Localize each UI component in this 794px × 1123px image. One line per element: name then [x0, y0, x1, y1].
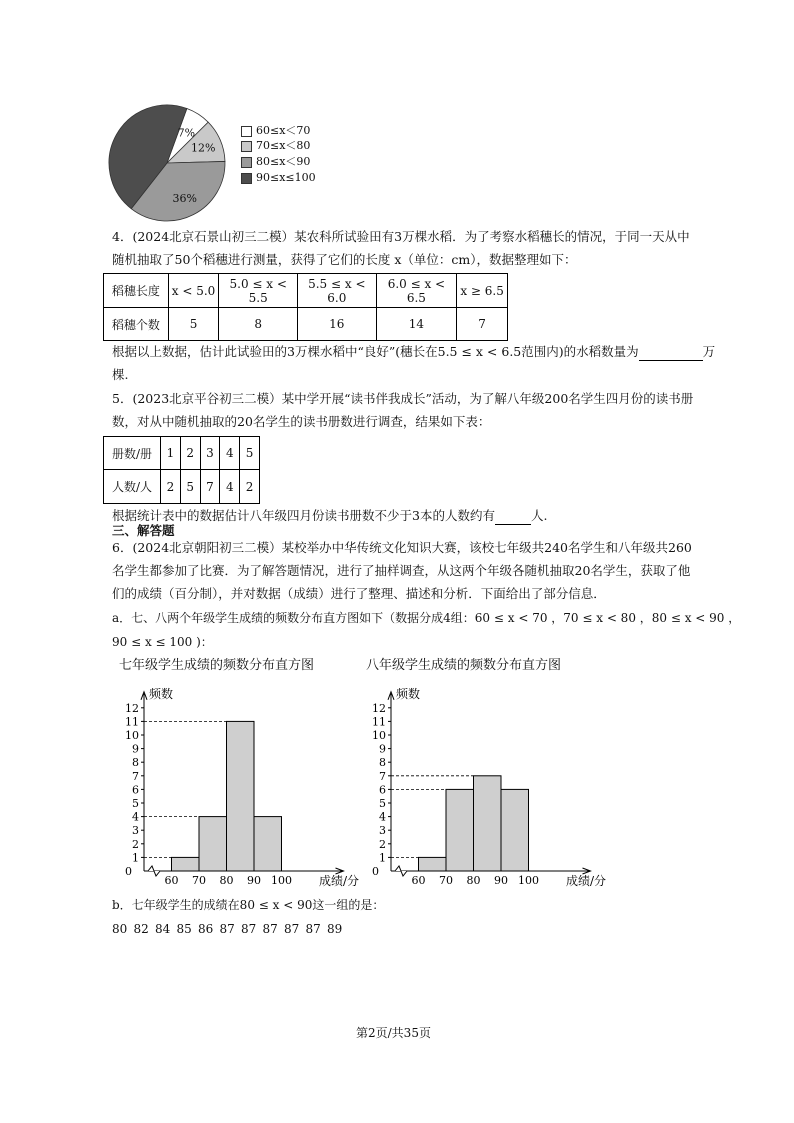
- y-tick-label: 9: [379, 742, 386, 756]
- score-value: 89: [327, 922, 343, 936]
- table-cell: 5: [240, 437, 260, 470]
- chart-title-grade8: 八年级学生成绩的频数分布直方图: [366, 658, 562, 673]
- table-cell: 册数/册: [104, 437, 161, 470]
- x-tick-label: 70: [192, 874, 206, 887]
- y-tick-label: 5: [379, 797, 386, 810]
- table-cell: 2: [161, 470, 181, 504]
- x-tick-label: 60: [411, 874, 426, 887]
- x-tick-label: 60: [164, 874, 179, 887]
- q4-line3: 根据以上数据，估计此试验田的3万棵水稻中“良好”(穗长在5.5 ≤ x < 6.5范围内)的水稻数量为 万: [112, 344, 716, 359]
- y-tick-label: 0: [372, 865, 379, 878]
- answer-blank: [639, 344, 703, 361]
- y-tick-label: 11: [372, 715, 386, 729]
- q5-table: [103, 436, 260, 504]
- table-cell: 人数/人: [104, 470, 161, 504]
- table-cell: 5: [168, 308, 219, 341]
- table-cell: 3: [200, 437, 220, 470]
- histogram-bar: [254, 817, 282, 871]
- y-tick-label: 12: [125, 701, 139, 715]
- pie-slice-label: 12%: [191, 141, 216, 155]
- score-value: 87: [305, 922, 321, 936]
- table-cell: 2: [180, 437, 200, 470]
- score-value: 86: [198, 922, 214, 936]
- x-tick-label: 70: [439, 874, 453, 887]
- q6-line-a2: 90 ≤ x ≤ 100 )：: [112, 635, 213, 649]
- q6-line3: 们的成绩（百分制），并对数据（成绩）进行了整理、描述和分析．下面给出了部分信息．: [112, 586, 606, 601]
- score-value: 87: [219, 922, 235, 936]
- y-tick-label: 12: [372, 701, 386, 715]
- chart-title-grade7: 七年级学生成绩的频数分布直方图: [119, 658, 315, 673]
- y-tick-label: 3: [379, 824, 386, 838]
- table-cell: 稻穗个数: [104, 308, 169, 341]
- q6-line-a: a．七、八两个年级学生成绩的频数分布直方图如下（数据分成4组：60 ≤ x < 70 ，70 ≤ x < 80 ，80 ≤ x < 90 ，: [112, 611, 741, 625]
- q5-line3: 根据统计表中的数据估计八年级四月份读书册数不少于3本的人数约有 人.: [112, 508, 548, 523]
- score-value: 87: [241, 922, 257, 936]
- answer-blank: [495, 508, 531, 525]
- y-axis-label: 频数: [149, 686, 174, 701]
- x-tick-label: 100: [518, 874, 539, 887]
- y-tick-label: 6: [379, 783, 386, 797]
- histogram-bar: [446, 789, 474, 871]
- legend-item: 90≤x≤100: [241, 171, 316, 185]
- score-value: 80: [112, 922, 128, 936]
- table-cell: 8: [219, 308, 298, 341]
- q4-line2: 随机抽取了50个稻穗进行测量，获得了它们的长度 x（单位：cm），数据整理如下：: [112, 252, 577, 267]
- score-value: 87: [262, 922, 278, 936]
- table-cell: 7: [200, 470, 220, 504]
- q6-line1: 6．(2024北京朝阳初三二模）某校举办中华传统文化知识大赛，该校七年级共240名学生和八年级共260: [112, 540, 692, 555]
- table-cell: 5: [180, 470, 200, 504]
- x-tick-label: 90: [247, 874, 261, 887]
- q6-line-b: b．七年级学生的成绩在80 ≤ x < 90这一组的是：: [112, 898, 385, 912]
- q5-line1: 5．(2023北京平谷初三二模）某中学开展“读书伴我成长”活动，为了解八年级200名学生四月份的读书册: [112, 391, 694, 406]
- page-footer: 第2页/共35页: [356, 1026, 431, 1040]
- y-tick-label: 8: [379, 756, 386, 770]
- q6-line2: 名学生都参加了比赛．为了解答题情况，进行了抽样调查，从这两个年级各随机抽取20名学生，获取了他: [112, 563, 691, 578]
- pie-slice-label: 36%: [172, 192, 197, 206]
- table-cell: x < 5.0: [168, 274, 219, 308]
- legend-item: 70≤x＜80: [241, 139, 310, 153]
- y-tick-label: 11: [125, 715, 139, 729]
- y-tick-label: 5: [132, 797, 139, 810]
- legend-item: 60≤x＜70: [241, 124, 310, 138]
- pie-slice-label: 7%: [177, 126, 196, 140]
- y-tick-label: 2: [132, 837, 139, 851]
- q4-line1: 4．(2024北京石景山初三二模）某农科所试验田有3万棵水稻．为了考察水稻穗长的情况，于同一天从中: [112, 229, 690, 244]
- x-tick-label: 90: [494, 874, 508, 887]
- table-cell: 7: [457, 308, 508, 341]
- score-value: 85: [176, 922, 192, 936]
- q4-line4: 棵.: [112, 367, 129, 382]
- table-cell: 4: [220, 470, 240, 504]
- histogram-bar: [172, 857, 200, 871]
- section-heading: 三、解答题: [112, 523, 175, 538]
- score-value: 84: [155, 922, 171, 936]
- y-tick-label: 1: [379, 851, 386, 865]
- x-axis-label: 成绩/分: [566, 874, 607, 888]
- y-tick-label: 10: [125, 729, 139, 742]
- q4-table: [103, 273, 508, 341]
- table-cell: 稻穗长度: [104, 274, 169, 308]
- y-tick-label: 1: [132, 851, 139, 865]
- table-cell: 14: [376, 308, 457, 341]
- histogram-grade7: [108, 680, 360, 892]
- y-tick-label: 3: [132, 824, 139, 838]
- histogram-bar: [501, 789, 529, 871]
- pie-chart: [108, 110, 228, 220]
- x-tick-label: 80: [219, 874, 234, 887]
- score-value: 82: [133, 922, 149, 936]
- q5-line2: 数，对从中随机抽取的20名学生的读书册数进行调查，结果如下表：: [112, 414, 491, 429]
- y-tick-label: 4: [379, 810, 386, 824]
- histogram-bar: [474, 776, 502, 871]
- axis-break: [148, 866, 160, 876]
- histogram-bar: [199, 817, 227, 871]
- table-cell: 16: [298, 308, 377, 341]
- x-tick-label: 80: [466, 874, 481, 887]
- y-tick-label: 9: [132, 742, 139, 756]
- y-tick-label: 2: [379, 837, 386, 851]
- axis-break: [395, 866, 407, 876]
- table-cell: x ≥ 6.5: [457, 274, 508, 308]
- histogram-bar: [227, 721, 255, 871]
- y-tick-label: 10: [372, 729, 386, 742]
- x-tick-label: 100: [271, 874, 292, 887]
- histogram-grade8: [355, 680, 607, 892]
- y-axis-label: 频数: [396, 686, 421, 701]
- table-cell: 5.5 ≤ x < 6.0: [298, 274, 377, 308]
- histogram-bar: [419, 857, 447, 871]
- y-tick-label: 6: [132, 783, 139, 797]
- y-tick-label: 8: [132, 756, 139, 770]
- y-tick-label: 0: [125, 865, 132, 878]
- table-cell: 2: [240, 470, 260, 504]
- table-cell: 6.0 ≤ x < 6.5: [376, 274, 457, 308]
- legend-item: 80≤x＜90: [241, 155, 310, 169]
- y-tick-label: 7: [132, 769, 139, 783]
- score-value: 87: [284, 922, 300, 936]
- table-cell: 4: [220, 437, 240, 470]
- y-tick-label: 7: [379, 769, 386, 783]
- table-cell: 1: [161, 437, 181, 470]
- y-tick-label: 4: [132, 810, 139, 824]
- x-axis-label: 成绩/分: [319, 874, 360, 888]
- table-cell: 5.0 ≤ x < 5.5: [219, 274, 298, 308]
